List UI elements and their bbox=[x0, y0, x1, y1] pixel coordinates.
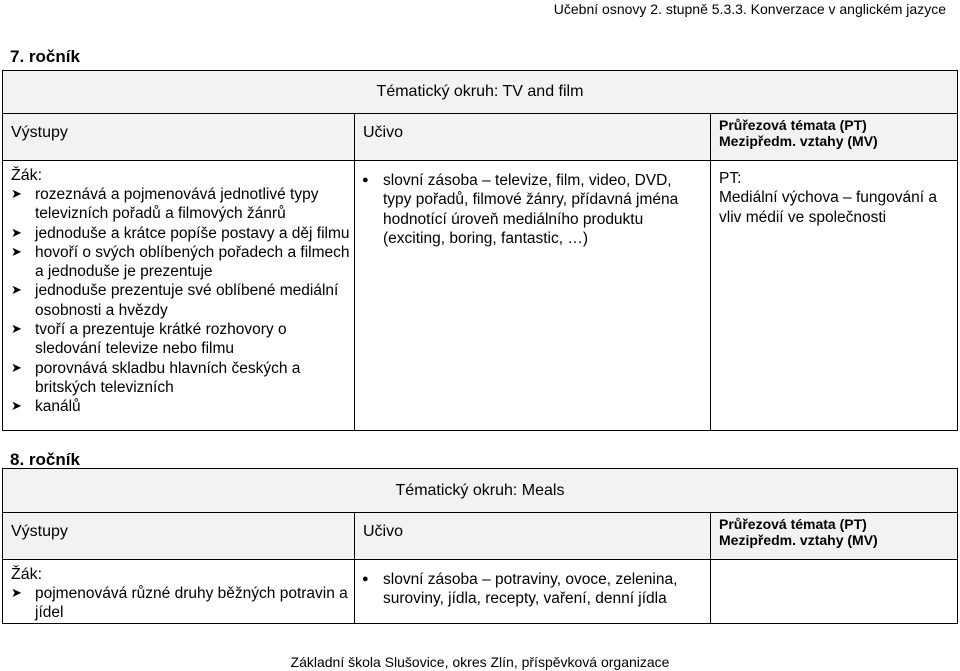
column-header-cross-topics: Průřezová témata (PT) Mezipředm. vztahy (MV) bbox=[711, 513, 958, 560]
document-header: Učební osnovy 2. stupně 5.3.3. Konverzace v anglickém jazyce bbox=[553, 1, 946, 17]
pt-text: Mediální výchova – fungování a vliv médií ve společnosti bbox=[719, 189, 937, 226]
grade-8-table bbox=[2, 468, 958, 624]
list-item: ➤ jednoduše a krátce popíše postavy a děj filmu bbox=[11, 224, 354, 243]
cross-topics-cell bbox=[711, 161, 958, 431]
content-list bbox=[355, 161, 710, 248]
outputs-cell bbox=[3, 560, 355, 624]
content-list bbox=[355, 560, 710, 609]
grade-7-table bbox=[2, 70, 958, 431]
grade-7-heading: 7. ročník bbox=[10, 47, 80, 66]
pupil-label: Žák: bbox=[11, 566, 43, 583]
content-cell bbox=[355, 161, 711, 431]
outputs-list bbox=[3, 584, 354, 623]
pt-label: PT: bbox=[719, 170, 742, 187]
content-cell bbox=[355, 560, 711, 624]
document-footer: Základní škola Slušovice, okres Zlín, příspěvková organizace bbox=[290, 654, 670, 670]
column-header-outputs: Výstupy bbox=[3, 114, 355, 161]
outputs-list bbox=[3, 185, 354, 417]
pupil-label: Žák: bbox=[11, 167, 43, 184]
topic-title: Tématický okruh: TV and film bbox=[3, 71, 958, 114]
column-header-outputs: Výstupy bbox=[3, 513, 355, 560]
list-item: ● slovní zásoba – televize, film, video, DVD, typy pořadů, filmové žánry, přídavná jména hodnotící úroveň mediálního produktu (exciting, boring, fantastic, …) bbox=[359, 171, 702, 248]
grade-8-heading: 8. ročník bbox=[10, 450, 80, 469]
cross-topics-cell bbox=[711, 560, 958, 624]
list-item: ➤ porovnává skladbu hlavních českých a britských televizních bbox=[11, 359, 354, 398]
column-header-content: Učivo bbox=[355, 513, 711, 560]
column-header-content: Učivo bbox=[355, 114, 711, 161]
list-item: ➤ jednoduše prezentuje své oblíbené mediální osobnosti a hvězdy bbox=[11, 281, 354, 320]
list-item: ➤ kanálů bbox=[11, 397, 354, 416]
topic-title: Tématický okruh: Meals bbox=[3, 469, 958, 513]
column-header-cross-topics: Průřezová témata (PT) Mezipředm. vztahy (MV) bbox=[711, 114, 958, 161]
list-item: ● slovní zásoba – potraviny, ovoce, zelenina, suroviny, jídla, recepty, vaření, denní jídla bbox=[359, 570, 702, 609]
list-item: ➤ rozeznává a pojmenovává jednotlivé typy televizních pořadů a filmových žánrů bbox=[11, 185, 354, 224]
outputs-cell bbox=[3, 161, 355, 431]
list-item: ➤ tvoří a prezentuje krátké rozhovory o sledování televize nebo filmu bbox=[11, 320, 354, 359]
list-item: ➤ hovoří o svých oblíbených pořadech a filmech a jednoduše je prezentuje bbox=[11, 243, 354, 282]
list-item: ➤ pojmenovává různé druhy běžných potravin a jídel bbox=[11, 584, 354, 623]
